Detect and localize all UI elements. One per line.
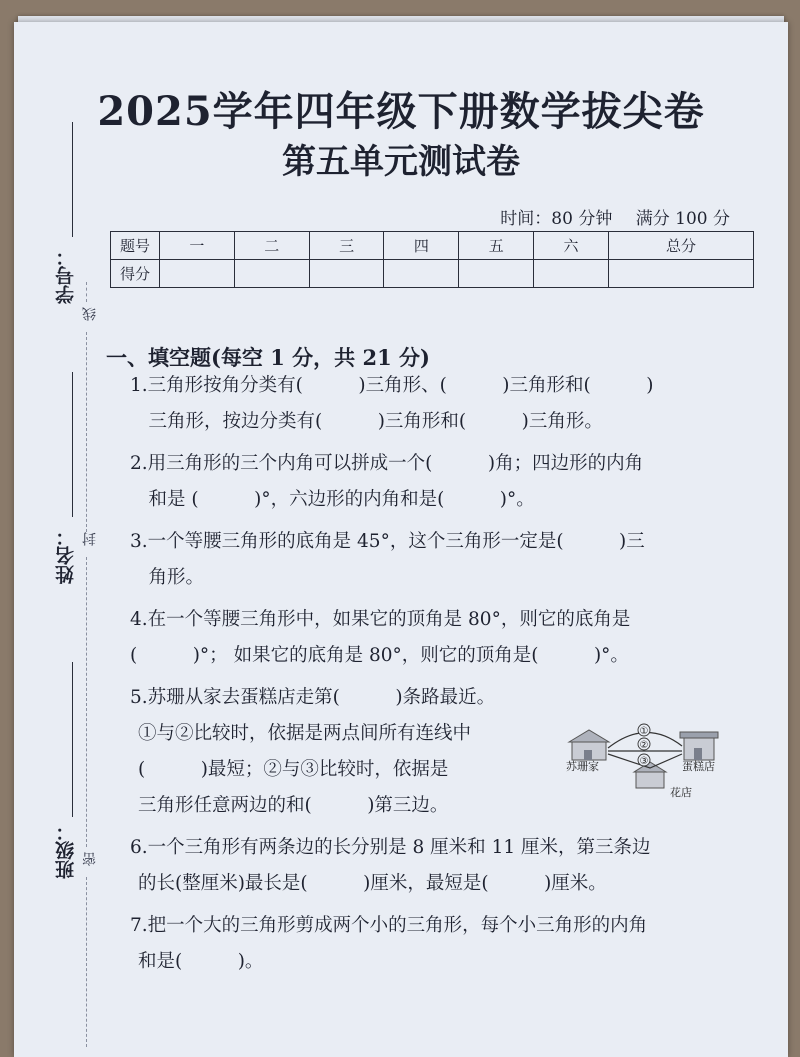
score-cell[interactable] [608, 260, 753, 288]
score-cell[interactable] [234, 260, 309, 288]
exam-title: 2025学年四年级下册数学拔尖卷 [97, 88, 705, 135]
question-line: 三角形，按边分类有( )三角形和( )三角形。 [130, 411, 603, 432]
exam-paper [14, 22, 788, 1057]
col-header: 五 [459, 232, 534, 260]
question-line: 三角形任意两边的和( )第三边。 [138, 795, 449, 816]
question-line: 的长(整厘米)最长是( )厘米，最短是( )厘米。 [138, 873, 607, 894]
score-cell[interactable] [534, 260, 609, 288]
question-line: ( )°； 如果它的底角是 80°，则它的顶角是( )°。 [130, 645, 629, 666]
col-header: 三 [309, 232, 384, 260]
score-cell[interactable] [160, 260, 235, 288]
question-line: 5.苏珊从家去蛋糕店走第( )条路最近。 [130, 687, 496, 708]
full-score: 满分 100 分 [635, 209, 730, 229]
seal-char-line: 线 [82, 307, 98, 321]
question-line: 和是 ( )°，六边形的内角和是( )°。 [130, 489, 535, 510]
question-line: 3.一个等腰三角形的底角是 45°，这个三角形一定是( )三 [130, 531, 645, 552]
seal-dash [86, 557, 87, 847]
question-line: 角形。 [130, 567, 205, 588]
row-header-score: 得分 [111, 260, 160, 288]
exam-meta [482, 204, 730, 229]
score-cell[interactable] [459, 260, 534, 288]
flower-shop-label: 花店 [670, 786, 692, 799]
col-header: 六 [534, 232, 609, 260]
home-building-icon [569, 730, 609, 760]
score-table [110, 231, 754, 288]
route-1-label: ① [639, 726, 649, 737]
question-line: 1.三角形按角分类有( )三角形、( )三角形和( ) [130, 375, 654, 396]
seal-dash [86, 332, 87, 532]
seal-dash [86, 877, 87, 1047]
score-cell[interactable] [309, 260, 384, 288]
score-table-row-scores [111, 260, 754, 288]
seal-dash [86, 282, 87, 302]
student-id-label: 学号： [55, 247, 77, 304]
col-header: 总分 [608, 232, 753, 260]
question-line: 7.把一个大的三角形剪成两个小的三角形，每个小三角形的内角 [130, 915, 648, 936]
route-3-label: ③ [639, 756, 649, 767]
col-header: 一 [160, 232, 235, 260]
class-label: 班级： [55, 822, 77, 879]
question-line: 4.在一个等腰三角形中，如果它的顶角是 80°，则它的底角是 [130, 609, 631, 630]
score-cell[interactable] [384, 260, 459, 288]
exam-subtitle: 第五单元测试卷 [282, 142, 520, 182]
cake-shop-label: 蛋糕店 [682, 760, 715, 773]
question-line: 2.用三角形的三个内角可以拼成一个( )角；四边形的内角 [130, 453, 644, 474]
col-header: 四 [384, 232, 459, 260]
cake-shop-building-icon [680, 732, 718, 760]
question-line: 6.一个三角形有两条边的长分别是 8 厘米和 11 厘米，第三条边 [130, 837, 651, 858]
question-line: ①与②比较时，依据是两点间所有连线中 [138, 723, 472, 744]
seal-char-seal: 封 [82, 532, 98, 546]
name-line [72, 372, 73, 517]
route-figure [564, 720, 734, 805]
row-header-question: 题号 [111, 232, 160, 260]
name-label: 姓名： [55, 527, 77, 584]
section-title: 一、填空题(每空 1 分，共 21 分) [106, 345, 430, 370]
question-line: ( )最短；②与③比较时，依据是 [138, 759, 449, 780]
seal-char-close: 密 [82, 852, 98, 866]
score-table-row-headers [111, 232, 754, 260]
route-2-label: ② [639, 740, 649, 751]
col-header: 二 [234, 232, 309, 260]
home-label: 苏珊家 [566, 760, 599, 773]
question-line: 和是( )。 [138, 951, 264, 972]
time-limit: 时间：80 分钟 [500, 209, 613, 229]
class-line [72, 662, 73, 817]
